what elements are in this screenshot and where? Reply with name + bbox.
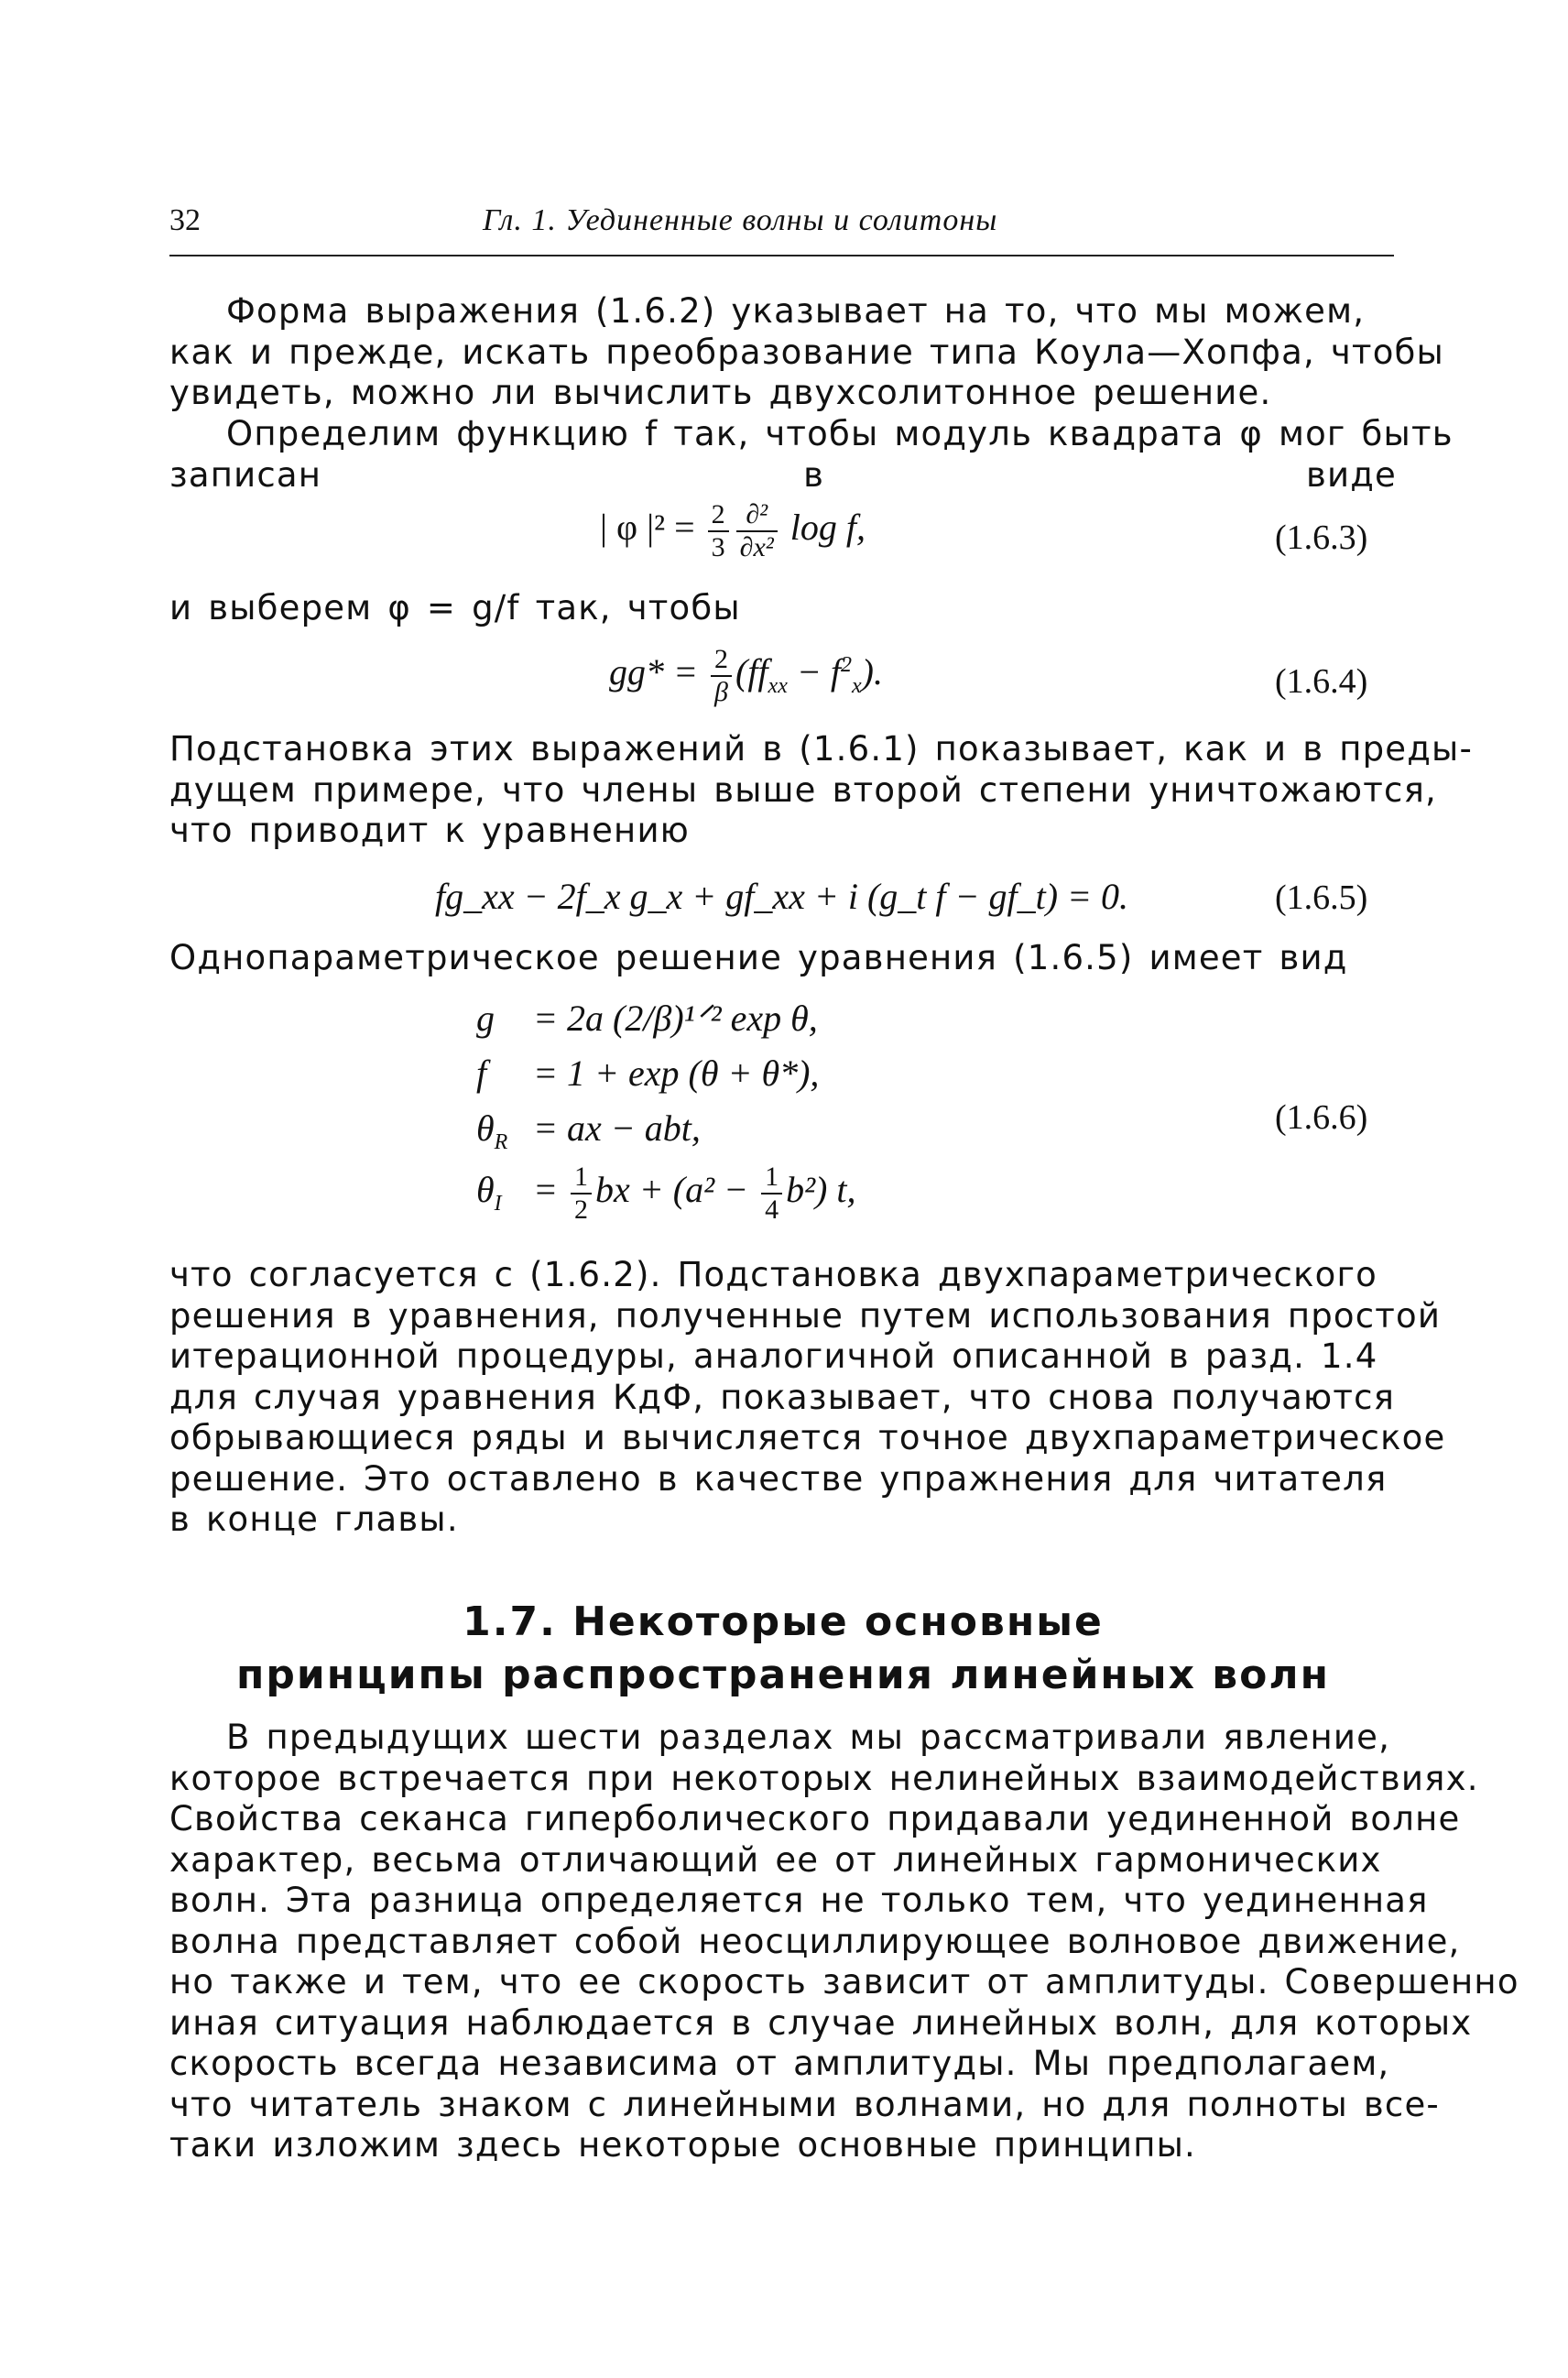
eq-rhs: log f,: [789, 507, 866, 549]
text-line: решения в уравнения, полученные путем использования простой: [169, 1295, 1442, 1336]
equation-1-6-4: gg* = $\frac{2}{\beta}$ $(ff_{xx} - f^2_x)$.: [609, 644, 883, 707]
equation-number: (1.6.6): [1275, 1098, 1368, 1137]
text-line: скорость всегда независима от амплитуды. Мы предполагаем,: [169, 2044, 1390, 2083]
equation-number: (1.6.4): [1275, 662, 1368, 701]
text-line: которое встречается при некоторых нелинейных взаимодействиях.: [169, 1758, 1479, 1798]
equation-1-6-6-line-4: $\theta_I$ = $\frac{1}{2}$ bx + (a² − $\frac{1}{4}$ b²) t,: [476, 1162, 856, 1225]
text-line: что приводит к уравнению: [169, 811, 691, 850]
section-title: [169, 1596, 1397, 1702]
text-line: увидеть, можно ли вычислить двухсолитонное решение.: [169, 373, 1272, 412]
text-line: итерационной процедуры, аналогичной описанной в разд. 1.4: [169, 1336, 1378, 1376]
equation-1-6-6-line-2: f = 1 + exp (θ + θ*),: [476, 1053, 820, 1094]
text-line: дущем примере, что члены выше второй степени уничтожаются,: [169, 769, 1437, 810]
equation-1-6-5: fg_xx − 2f_x g_x + gf_xx + i (g_t f − gf_t) = 0.: [435, 876, 1129, 917]
text-line: что согласуется с (1.6.2). Подстановка двухпараметрического: [169, 1255, 1377, 1294]
text-line: В предыдущих шести разделах мы рассматривали явление,: [226, 1718, 1391, 1757]
text-line: обрывающиеся ряды и вычисляется точное двухпараметрическое: [169, 1418, 1446, 1457]
text-line: как и прежде, искать преобразование типа Коула—Хопфа, чтобы: [169, 332, 1444, 372]
eq-lhs: | φ |² =: [600, 507, 704, 549]
header-rule: [169, 255, 1394, 256]
text-line: в конце главы.: [169, 1500, 459, 1539]
text-line: волн. Эта разница определяется не только тем, что уединенная: [169, 1881, 1429, 1920]
text-choose-line: и выберем φ = g/f так, чтобы: [169, 588, 741, 627]
text-line: Определим функцию f так, чтобы модуль квадрата φ мог быть: [226, 414, 1454, 453]
section-title-line-2: принципы распространения линейных волн: [235, 1652, 1330, 1698]
fraction: $\frac{\text{∂²}}{\text{∂x²}}$: [736, 499, 778, 563]
paragraph-6: [169, 1718, 1519, 2166]
paragraph-5: [169, 1255, 1446, 1541]
fraction: $\frac{1}{2}$: [571, 1162, 592, 1226]
page-header: [169, 203, 1392, 249]
text-line: Свойства секанса гиперболического придавали уединенной волне: [169, 1799, 1461, 1838]
paragraph-1: [169, 291, 1444, 414]
equation-1-6-6-line-3: $\theta_R$ = ax − abt,: [476, 1107, 701, 1154]
text-line: таки изложим здесь некоторые основные принципы.: [169, 2125, 1196, 2165]
text-line: записан в виде: [169, 454, 1397, 495]
text-line: иная ситуация наблюдается в случае линейных волн, для которых: [169, 2002, 1473, 2043]
text-line: для случая уравнения КдФ, показывает, что снова получаются: [169, 1377, 1396, 1417]
text-line: но также и тем, что ее скорость зависит от амплитуды. Совершенно: [169, 1962, 1519, 2002]
running-title: Гл. 1. Уединенные волны и солитоны: [483, 203, 998, 237]
text-line: характер, весьма отличающий ее от линейных гармонических: [169, 1839, 1382, 1880]
fraction: $\frac{2}{3}$: [708, 499, 729, 563]
page-number: 32: [169, 203, 201, 237]
text-line: волна представляет собой неосциллирующее волновое движение,: [169, 1921, 1461, 1961]
text-line: Форма выражения (1.6.2) указывает на то, что мы можем,: [226, 291, 1366, 331]
fraction: $\frac{1}{4}$: [761, 1162, 782, 1226]
equation-number: (1.6.5): [1275, 878, 1368, 917]
fraction: $\frac{2}{\beta}$: [711, 644, 732, 708]
paragraph-4: Однопараметрическое решение уравнения (1.6.5) имеет вид: [169, 938, 1348, 977]
equation-number: (1.6.3): [1275, 518, 1368, 557]
paragraph-2: [169, 414, 1454, 496]
paragraph-3: [169, 729, 1474, 852]
text-line: что читатель знаком с линейными волнами, но для полноты все-: [169, 2084, 1440, 2124]
text-line: Подстановка этих выражений в (1.6.1) показывает, как и в преды-: [169, 729, 1474, 769]
section-title-line-1: 1.7. Некоторые основные: [463, 1598, 1104, 1645]
equation-1-6-3: [600, 499, 866, 563]
equation-1-6-6-line-1: g = 2a (2/β)¹ᐟ² exp θ,: [476, 998, 818, 1039]
text-line: решение. Это оставлено в качестве упражнения для читателя: [169, 1458, 1388, 1499]
